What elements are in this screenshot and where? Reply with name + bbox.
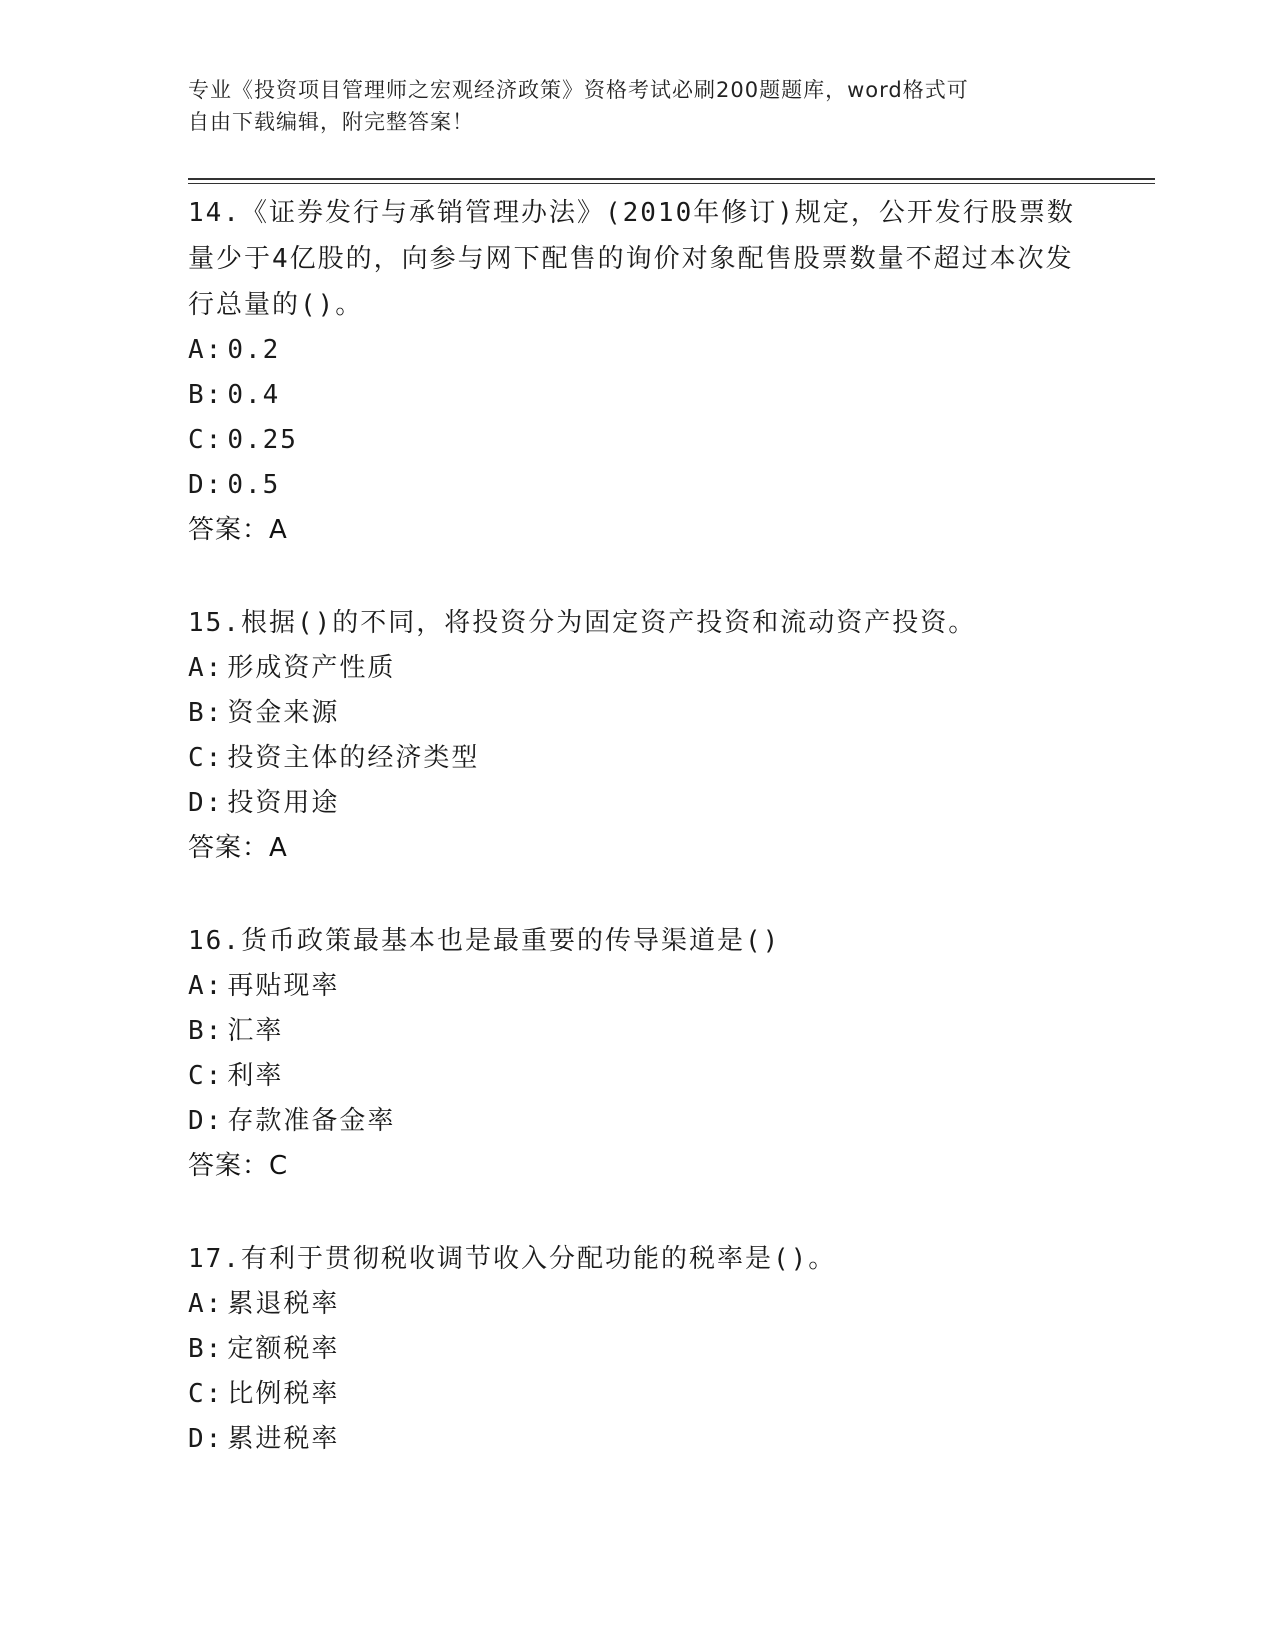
- question-16: [188, 918, 1088, 1189]
- option-letter: A:: [188, 971, 224, 1001]
- option-a: [188, 328, 1088, 373]
- option-text: 比例税率: [227, 1379, 340, 1409]
- option-b: [188, 1009, 1088, 1054]
- answer-line: 答案：C: [188, 1151, 289, 1181]
- option-text: 0.5: [227, 470, 281, 500]
- header-line-1: 专业《投资项目管理师之宏观经济政策》资格考试必刷200题题库，word格式可: [188, 78, 969, 102]
- option-letter: C:: [188, 743, 224, 773]
- question-stem: 16.货币政策最基本也是最重要的传导渠道是(): [188, 926, 781, 956]
- option-text: 存款准备金率: [227, 1106, 396, 1136]
- option-b: [188, 691, 1088, 736]
- option-letter: C:: [188, 425, 224, 455]
- option-text: 投资主体的经济类型: [227, 743, 480, 773]
- option-c: [188, 1054, 1088, 1099]
- option-text: 形成资产性质: [227, 653, 396, 683]
- option-d: [188, 1417, 1088, 1462]
- option-letter: D:: [188, 1106, 224, 1136]
- option-b: [188, 373, 1088, 418]
- question-15: [188, 600, 1088, 871]
- option-letter: C:: [188, 1379, 224, 1409]
- option-letter: B:: [188, 1334, 224, 1364]
- option-letter: D:: [188, 788, 224, 818]
- option-letter: B:: [188, 1016, 224, 1046]
- question-17: [188, 1236, 1088, 1462]
- option-text: 资金来源: [227, 698, 340, 728]
- option-c: [188, 418, 1088, 463]
- option-letter: B:: [188, 380, 224, 410]
- option-a: [188, 964, 1088, 1009]
- header-line-2: 自由下载编辑，附完整答案！: [188, 110, 474, 134]
- option-letter: A:: [188, 335, 224, 365]
- option-d: [188, 1099, 1088, 1144]
- option-text: 再贴现率: [227, 971, 340, 1001]
- header-divider-thick: [188, 178, 1155, 180]
- document-header: [188, 74, 1088, 138]
- question-stem: 14.《证券发行与承销管理办法》(2010年修订)规定，公开发行股票数量少于4亿股的，向参与网下配售的询价对象配售股票数量不超过本次发行总量的()。: [188, 198, 1075, 320]
- option-letter: C:: [188, 1061, 224, 1091]
- option-letter: B:: [188, 698, 224, 728]
- header-divider-thin: [188, 183, 1155, 184]
- question-stem: 17.有利于贯彻税收调节收入分配功能的税率是()。: [188, 1244, 837, 1274]
- question-14: [188, 190, 1088, 553]
- option-text: 利率: [227, 1061, 284, 1091]
- question-list: [188, 190, 1088, 1509]
- option-text: 累进税率: [227, 1424, 340, 1454]
- option-text: 0.2: [227, 335, 281, 365]
- option-text: 累退税率: [227, 1289, 340, 1319]
- answer-line: 答案：A: [188, 833, 288, 863]
- option-letter: D:: [188, 1424, 224, 1454]
- option-letter: D:: [188, 470, 224, 500]
- option-letter: A:: [188, 653, 224, 683]
- option-letter: A:: [188, 1289, 224, 1319]
- option-d: [188, 463, 1088, 508]
- option-a: [188, 1282, 1088, 1327]
- option-b: [188, 1327, 1088, 1372]
- option-text: 0.25: [227, 425, 298, 455]
- option-text: 0.4: [227, 380, 281, 410]
- option-c: [188, 736, 1088, 781]
- option-a: [188, 646, 1088, 691]
- option-c: [188, 1372, 1088, 1417]
- option-d: [188, 781, 1088, 826]
- option-text: 汇率: [227, 1016, 284, 1046]
- option-text: 投资用途: [227, 788, 340, 818]
- question-stem: 15.根据()的不同，将投资分为固定资产投资和流动资产投资。: [188, 608, 977, 638]
- answer-line: 答案：A: [188, 515, 288, 545]
- option-text: 定额税率: [227, 1334, 340, 1364]
